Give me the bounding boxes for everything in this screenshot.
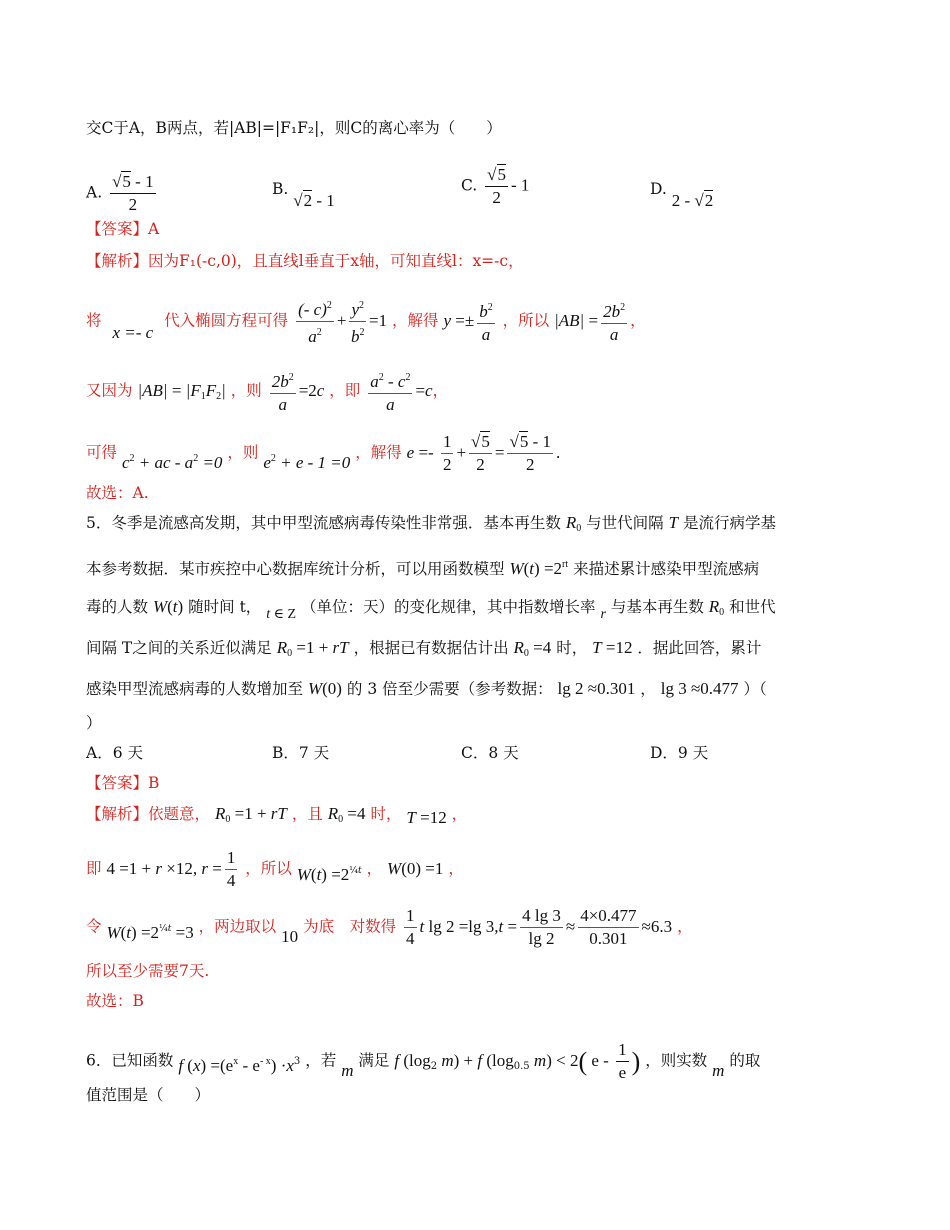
q4-option-b: B. √2 - 1 [272, 180, 335, 210]
q5-stem-line5: 感染甲型流感病毒的人数增加至 W(0) 的 3 倍至少需要（参考数据： lg 2 ≈0.301 ， lg 3 ≈0.477 ）（ [86, 679, 767, 698]
q4-option-c: C. $\frac{√5}{2}$ - 1 [461, 165, 530, 207]
q5-stem-line1: 5．冬季是流感高发期，其中甲型流感病毒传染性非常强．基本再生数 $R_0$ 与世代间隔 T 是流行病学基 [86, 513, 777, 534]
q4-analysis-line2: 将 x =- c 代入椭圆方程可得 $\frac{(- c)^2}{a^2}$ + $\frac{y^2}{b^2}$ =1 ，解得 y =± $\frac{b^2}{a}$ ，所以 |AB| = $\frac{2b^2}{a}$ ， [86, 296, 646, 347]
q5-conclusion: 故选：B [86, 992, 144, 1010]
q4-answer: 【答案】A [86, 220, 160, 238]
q6-stem-line2: 值范围是（ ） [86, 1086, 211, 1104]
q4-stem-text: 交C于A，B两点，若|AB|=|F₁F₂|，则C的离心率为（ ） [86, 119, 502, 137]
q5-analysis-line3: 令 $W(t) =2^{\frac{1}{4}t} =3$ ，两边取以 10 为底 对数得 $\frac{1}{4}$ t lg 2 =lg 3,t = $\frac{4 \lg 3}{\lg 2}$ ≈ $\frac{4\times 0.477}{0.301}$ ≈6.3 ， [86, 906, 693, 948]
q5-option-b: B．7 天 [272, 744, 330, 762]
q5-stem-line2: 本参考数据．某市疾控中心数据库统计分析，可以用函数模型 $W(t) =2^{rt}$ 来描述累计感染甲型流感病 [86, 559, 760, 578]
q5-answer: 【答案】B [86, 774, 160, 792]
q5-analysis-line1: 【解析】依题意， $R_0 =1$ + rT ，且 $R_0 =4$ 时， T =12 ， [86, 804, 468, 827]
q5-stem-line6: ） [86, 714, 102, 732]
q5-option-a: A．6 天 [86, 744, 143, 762]
q4-conclusion: 故选：A. [86, 484, 149, 502]
q5-analysis-line4: 所以至少需要7天. [86, 962, 210, 980]
q4-stem-tail [86, 117, 502, 139]
q4-option-d: D. 2 - √2 [650, 180, 714, 210]
q5-option-c: C．8 天 [461, 744, 519, 762]
q4-analysis-line1: 【解析】因为F₁(-c,0)，且直线l垂直于x轴，可知直线l：x=-c， [86, 252, 524, 270]
q4-analysis-line4: 可得 $c^2$ + ac - $a^2 =0$ ，则 $e^2 + e - 1 =0$ ，解得 e =- $\frac{1}{2}$ + $\frac{√5}{2}$ = $\frac{√5 - 1}{2}$ . [86, 432, 561, 474]
q5-analysis-line2: 即 4 =1 + r ×12, r = $\frac{1}{4}$ ，所以 $W(t) =2^{\frac{1}{4}t}$ ， W(0) =1 ， [86, 848, 464, 890]
q4-option-a: A. $\frac{√5 - 1}{2}$ [86, 172, 154, 214]
q5-option-d: D．9 天 [650, 744, 709, 762]
q4-analysis-line3: 又因为 $|AB| = |F_1F_2|$ ，则 $\frac{2b^2}{a}$ =2c ，即 $\frac{a^2 - c^2}{a}$ =c， [86, 368, 448, 415]
q5-stem-line4: 间隔 T之间的关系近似满足 $R_0 =1$ + rT ，根据已有数据估计出 $R_0 =4$ 时， T =12 ．据此回答，累计 [86, 638, 762, 659]
q6-stem-line1: 6．已知函数 f $(x) =(e^x - e^{- x}) \cdot x^3$ ，若 m 满足 f ($\log_2$ m) + f ($\log_{0.5}$ m) < 2( e - $\frac{1}{e}$ ) ，则实数 m 的取 [86, 1040, 761, 1082]
q5-stem-line3: 毒的人数 W(t) 随时间 t， t ∈ Z （单位：天）的变化规律，其中指数增长率 r 与基本再生数 $R_0$ 和世代 [86, 597, 776, 622]
